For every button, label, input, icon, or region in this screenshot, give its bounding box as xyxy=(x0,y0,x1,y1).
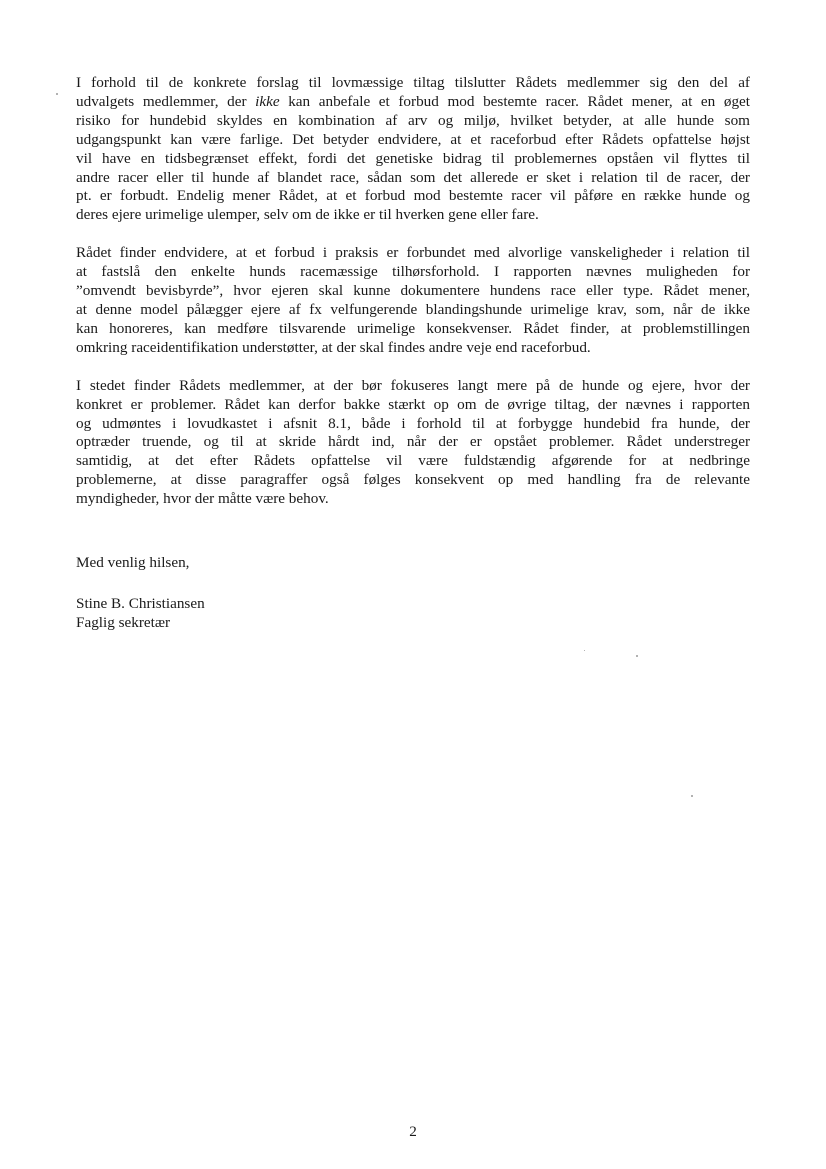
closing-salutation: Med venlig hilsen, xyxy=(76,554,190,571)
text-segment: problemerne, at disse paragraffer også følges konsekvent op med handling fra de relevante xyxy=(76,471,750,489)
text-segment: samtidig, at det efter Rådets opfattelse vil være fuldstændig afgørende for at nedbringe xyxy=(76,452,750,470)
text-line xyxy=(76,74,750,93)
text-segment: I forhold til de konkrete forslag til lovmæssige tiltag tilslutter Rådets medlemmer sig den del af xyxy=(76,74,750,91)
text-line xyxy=(76,282,750,301)
page-number: 2 xyxy=(409,1123,417,1140)
text-line xyxy=(76,187,750,206)
text-line xyxy=(76,471,750,490)
text-line xyxy=(76,339,750,358)
text-line xyxy=(76,93,750,112)
emphasized-word: ikke xyxy=(255,92,280,110)
text-line xyxy=(76,415,750,434)
text-segment: vil have en tidsbegrænset effekt, fordi det genetiske bidrag til problemernes opståen vil flyttes til xyxy=(76,149,750,167)
text-line xyxy=(76,490,750,509)
letter-body xyxy=(76,74,750,528)
text-segment: andre racer eller til hunde af blandet race, sådan som det allerede er sket i relation til de racer, der xyxy=(76,168,750,186)
scan-speck xyxy=(636,655,638,657)
text-segment: Rådet finder endvidere, at et forbud i praksis er forbundet med alvorlige vanskeligheder i relation til xyxy=(76,244,750,262)
text-segment: I stedet finder Rådets medlemmer, at der bør fokuseres langt mere på de hunde og ejere, hvor der xyxy=(76,376,750,394)
signatory-name: Stine B. Christiansen xyxy=(76,595,205,612)
text-line xyxy=(76,320,750,339)
text-segment: risiko for hundebid skyldes en kombination af arv og miljø, hvilket betyder, at alle hunde som xyxy=(76,111,750,129)
text-segment: udgangspunkt kan være farlige. Det betyder endvidere, at et raceforbud efter Rådets opfattelse højst xyxy=(76,130,750,148)
scan-speck xyxy=(584,650,585,651)
text-segment: konkret er problemer. Rådet kan derfor bakke stærkt op om de øvrige tiltag, der nævnes i rapporten xyxy=(76,395,750,413)
text-line xyxy=(76,244,750,263)
text-segment: myndigheder, hvor der måtte være behov. xyxy=(76,490,329,508)
text-line xyxy=(76,150,750,169)
paragraph xyxy=(76,74,750,225)
text-segment: at denne model pålægger ejere af fx velfungerende blandingshunde urimelige krav, som, når de ikke xyxy=(76,300,750,318)
text-segment: deres ejere urimelige ulemper, selv om de ikke er til hverken gene eller fare. xyxy=(76,206,539,224)
text-segment: at fastslå den enkelte hunds racemæssige tilhørsforhold. I rapporten nævnes muligheden for xyxy=(76,263,750,281)
text-segment: omkring raceidentifikation understøtter, at der skal findes andre veje end raceforbud. xyxy=(76,338,591,356)
text-line xyxy=(76,206,750,225)
text-segment: pt. er forbudt. Endelig mener Rådet, at et forbud mod bestemte racer vil påføre en række hunde og xyxy=(76,187,750,205)
paragraph xyxy=(76,244,750,357)
text-line xyxy=(76,396,750,415)
text-segment: ”omvendt bevisbyrde”, hvor ejeren skal kunne dokumentere hundens race eller type. Rådet mener, xyxy=(76,282,750,300)
paragraph xyxy=(76,377,750,509)
text-segment: kan anbefale et forbud mod bestemte racer. Rådet mener, at en øget xyxy=(279,92,750,110)
text-segment: udvalgets medlemmer, der xyxy=(76,92,256,110)
text-line xyxy=(76,301,750,320)
scan-speck xyxy=(691,795,693,797)
text-line xyxy=(76,131,750,150)
text-line xyxy=(76,377,750,396)
text-segment: kan honoreres, kan medføre tilsvarende urimelige konsekvenser. Rådet finder, at problemstillingen xyxy=(76,319,750,337)
text-line xyxy=(76,169,750,188)
scan-speck xyxy=(56,93,58,95)
text-line xyxy=(76,433,750,452)
text-line xyxy=(76,112,750,131)
text-segment: og udmøntes i lovudkastet i afsnit 8.1, både i forhold til at forbygge hundebid fra hunde, der xyxy=(76,414,750,432)
text-segment: optræder truende, og til at skride hårdt ind, når der er opstået problemer. Rådet understreger xyxy=(76,433,750,451)
text-line xyxy=(76,263,750,282)
signature-block xyxy=(76,595,205,633)
signatory-title: Faglig sekretær xyxy=(76,613,171,631)
text-line xyxy=(76,452,750,471)
